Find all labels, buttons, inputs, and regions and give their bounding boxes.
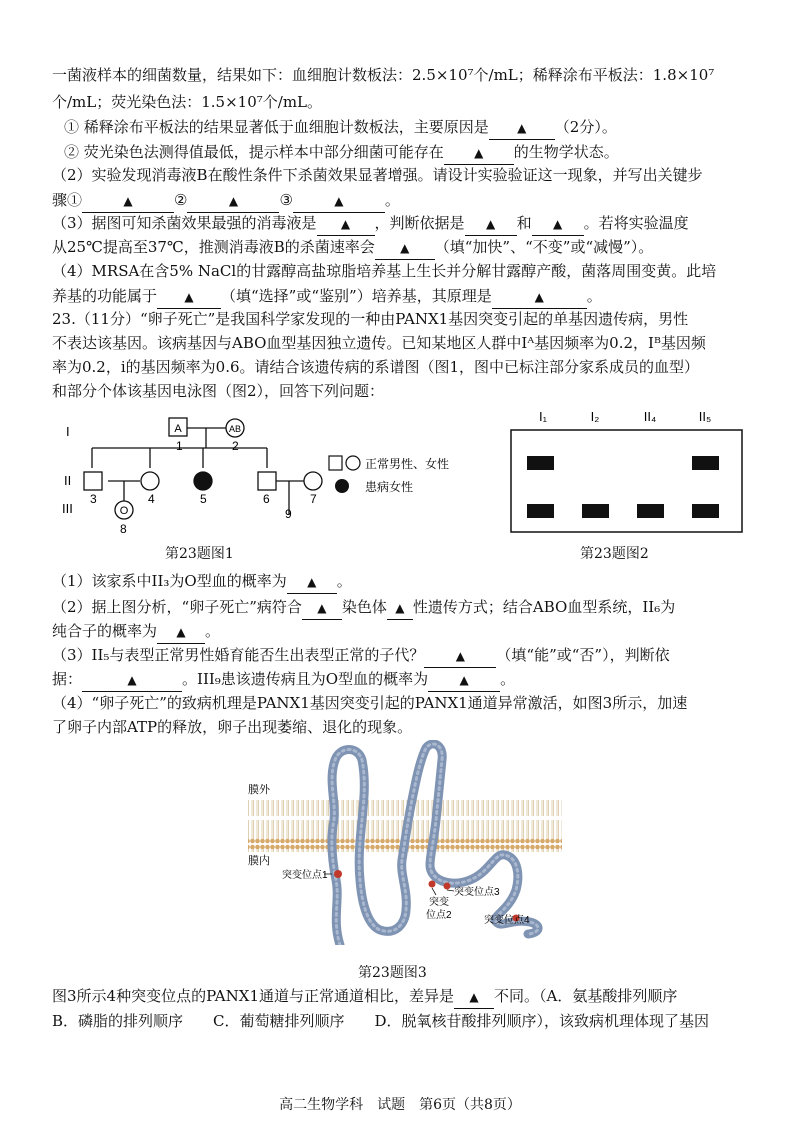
blood-type-label: A bbox=[174, 423, 182, 435]
intro-line-2: 个/mL；荧光染色法：1.5×10⁷个/mL。 bbox=[52, 93, 323, 111]
electrophoresis-figure bbox=[505, 405, 750, 535]
q22-3-line-2: 从25℃提高至37℃，推测消毒液B的杀菌速率会 ▲ （填“加快”、“不变”或“减慢”）。 bbox=[52, 236, 653, 260]
individual-number: 6 bbox=[263, 492, 270, 506]
answer-blank[interactable]: ▲ bbox=[444, 141, 514, 165]
q23-line-2: 不表达该基因。该病基因与ABO血型基因独立遗传。已知某地区人群中Iᴬ基因频率为0.2，Iᴮ基因频 bbox=[52, 334, 706, 352]
mutation-site-1-label: 突变位点1 bbox=[282, 870, 328, 881]
mutation-site-3-marker bbox=[444, 883, 451, 890]
blood-type-label: AB bbox=[228, 424, 242, 434]
q22-1-1: ① 稀释涂布平板法的结果显著低于血细胞计数板法，主要原因是 ▲ （2分）。 bbox=[64, 116, 617, 140]
individual-II4 bbox=[141, 472, 159, 490]
figure1-caption: 第23题图1 bbox=[165, 546, 234, 562]
mutation-site-4-label: 突变位点4 bbox=[484, 915, 530, 926]
individual-II5 bbox=[194, 472, 212, 490]
individual-number: 5 bbox=[200, 492, 207, 506]
answer-blank[interactable]: ▲ bbox=[532, 212, 584, 236]
answer-blank[interactable]: ▲ bbox=[302, 596, 342, 620]
answer-blank[interactable]: ▲ bbox=[428, 668, 500, 692]
lane-label: II₅ bbox=[698, 409, 712, 424]
answer-blank[interactable]: ▲ bbox=[465, 212, 517, 236]
answer-blank[interactable]: ▲ bbox=[287, 570, 337, 594]
answer-blank[interactable]: ▲ bbox=[82, 189, 174, 213]
q22-3-line-1: （3）据图可知杀菌效果最强的消毒液是 ▲ ，判断依据是 ▲ 和 ▲ 。若将实验温度 bbox=[52, 212, 689, 236]
q23-5-line-2: B．磷脂的排列顺序 C．葡萄糖排列顺序 D．脱氧核苷酸排列顺序），该致病机理体现了基因 bbox=[52, 1012, 710, 1030]
answer-blank[interactable]: ▲ bbox=[424, 644, 496, 668]
q23-3-line-2: 据： ▲ 。III₉患该遗传病且为O型血的概率为 ▲ 。 bbox=[52, 668, 515, 692]
answer-blank[interactable]: ▲ bbox=[317, 212, 375, 236]
generation-label: III bbox=[62, 501, 73, 516]
q23-line-3: 率为0.2，i的基因频率为0.6。请结合该遗传病的系谱图（图1，图中已标注部分家系成员的血型） bbox=[52, 358, 700, 376]
mutation-site-2-marker bbox=[429, 881, 436, 888]
page-footer: 高二生物学科 试题 第6页（共8页） bbox=[279, 1097, 521, 1113]
individual-II6 bbox=[258, 472, 276, 490]
pedigree-figure bbox=[52, 405, 472, 540]
q23-5-line-1: 图3所示4种突变位点的PANX1通道与正常通道相比，差异是 ▲ 不同。（A．氨基酸排列顺序 bbox=[52, 985, 677, 1009]
individual-number: 9 bbox=[285, 507, 292, 521]
band bbox=[692, 456, 719, 470]
q23-3-line-1: （3）II₅与表型正常男性婚育能否生出表型正常的子代？ ▲ （填“能”或“否”），判断依 bbox=[52, 644, 670, 668]
q23-2-line-2: 纯合子的概率为 ▲ 。 bbox=[52, 620, 220, 644]
generation-label: II bbox=[64, 473, 72, 488]
individual-II3 bbox=[84, 472, 102, 490]
individual-number: 2 bbox=[232, 439, 239, 453]
outside-label: 膜外 bbox=[248, 784, 270, 796]
q23-4-line-1: （4）“卵子死亡”的致病机理是PANX1基因突变引起的PANX1通道异常激活，如图3所示，加速 bbox=[52, 694, 688, 712]
figure2-caption: 第23题图2 bbox=[580, 546, 649, 562]
individual-number: 7 bbox=[310, 492, 317, 506]
lane-label: I₂ bbox=[590, 409, 600, 424]
answer-blank[interactable]: ▲ bbox=[157, 620, 205, 644]
answer-blank[interactable]: ▲ bbox=[489, 116, 555, 140]
band bbox=[692, 504, 719, 518]
band bbox=[527, 504, 554, 518]
band bbox=[582, 504, 609, 518]
q22-4-line-2: 养基的功能属于 ▲ （填“选择”或“鉴别”）培养基，其原理是 ▲ 。 bbox=[52, 285, 602, 309]
q23-line-4: 和部分个体该基因电泳图（图2），回答下列问题： bbox=[52, 382, 385, 400]
answer-blank[interactable]: ▲ bbox=[82, 668, 182, 692]
lane-label: II₄ bbox=[643, 409, 657, 424]
q22-1-2: ② 荧光染色法测得值最低，提示样本中部分细菌可能存在 ▲ 的生物学状态。 bbox=[64, 141, 619, 165]
answer-blank[interactable]: ▲ bbox=[492, 285, 587, 309]
lane-label: I₁ bbox=[539, 409, 547, 424]
mutation-site-2-label: 突变 bbox=[429, 897, 449, 908]
legend-normal-label: 正常男性、女性 bbox=[365, 457, 450, 471]
q23-1: （1）该家系中II₃为O型血的概率为 ▲ 。 bbox=[52, 570, 352, 594]
inside-label: 膜内 bbox=[248, 855, 270, 867]
band bbox=[637, 504, 664, 518]
legend-affected-label: 患病女性 bbox=[365, 480, 414, 494]
blood-type-label: O bbox=[119, 505, 129, 517]
q23-4-line-2: 了卵子内部ATP的释放，卵子出现萎缩、退化的现象。 bbox=[52, 718, 413, 736]
mutation-site-1-marker bbox=[334, 870, 342, 878]
individual-number: 3 bbox=[90, 492, 97, 506]
q23-2-line-1: （2）据上图分析，“卵子死亡”病符合 ▲ 染色体 ▲ 性遗传方式；结合ABO血型系统，II₆为 bbox=[52, 596, 675, 620]
answer-blank[interactable]: ▲ bbox=[387, 596, 413, 620]
panx1-channel-figure bbox=[240, 740, 570, 945]
individual-number: 4 bbox=[148, 492, 155, 506]
answer-blank[interactable]: ▲ bbox=[375, 236, 435, 260]
intro-line-1: 一菌液样本的细菌数量，结果如下：血细胞计数板法：2.5×10⁷个/mL；稀释涂布平板法：1.8×10⁷ bbox=[52, 66, 715, 84]
answer-blank[interactable]: ▲ bbox=[293, 189, 385, 213]
mutation-site-3-label: 突变位点3 bbox=[454, 887, 500, 898]
individual-II7 bbox=[304, 472, 322, 490]
q23-line-1: 23.（11分）“卵子死亡”是我国科学家发现的一种由PANX1基因突变引起的单基因遗传病，男性 bbox=[52, 310, 689, 328]
individual-number: 8 bbox=[120, 522, 127, 536]
legend-affected-symbol bbox=[335, 479, 349, 493]
legend-female-symbol bbox=[346, 456, 360, 470]
answer-blank[interactable]: ▲ bbox=[187, 189, 279, 213]
q22-4-line-1: （4）MRSA在含5% NaCl的甘露醇高盐琼脂培养基上生长并分解甘露醇产酸，菌落周围变黄。此培 bbox=[52, 262, 717, 280]
q22-2-line-1: （2）实验发现消毒液B在酸性条件下杀菌效果显著增强。请设计实验验证这一现象，并写出关键步 bbox=[52, 166, 703, 184]
figure3-caption: 第23题图3 bbox=[358, 965, 427, 981]
individual-number: 1 bbox=[176, 439, 183, 453]
q22-2-line-2: 骤① ▲ ② ▲ ③ ▲ 。 bbox=[52, 189, 400, 213]
generation-label: I bbox=[66, 424, 70, 439]
answer-blank[interactable]: ▲ bbox=[157, 285, 221, 309]
band bbox=[527, 456, 554, 470]
mutation-site-2-label-2: 位点2 bbox=[426, 910, 452, 921]
legend-male-symbol bbox=[329, 456, 342, 470]
answer-blank[interactable]: ▲ bbox=[454, 985, 494, 1009]
